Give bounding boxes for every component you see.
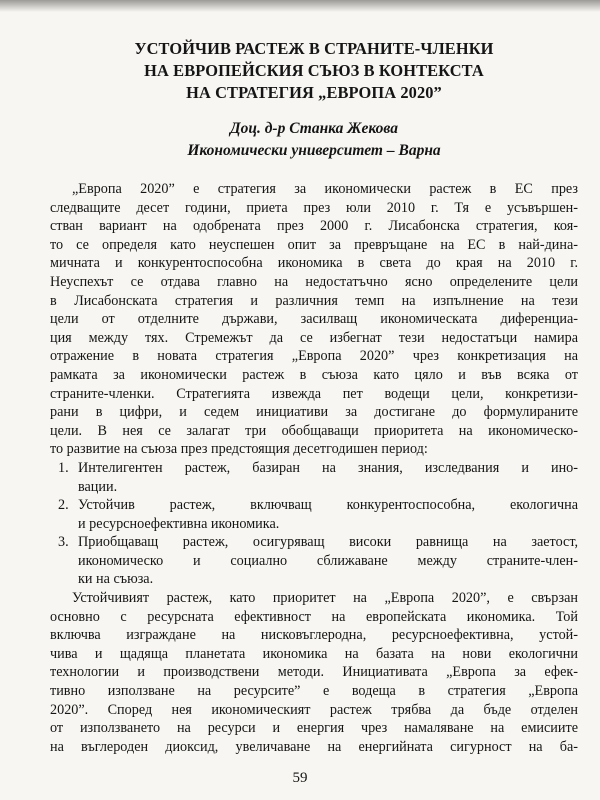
priorities-list xyxy=(50,459,578,589)
text-line: мичната и конкурентоспособна икономика в света до края на 2010 г. xyxy=(50,255,578,272)
title-line: НА СТРАТЕГИЯ „ЕВРОПА 2020” xyxy=(186,83,442,102)
paragraph-intro xyxy=(50,180,578,459)
scan-shadow xyxy=(0,0,600,12)
text-line: от използването на ресурси и енергия чрез намаляване на емисиите xyxy=(50,720,578,737)
text-line: Устойчивият растеж, като приоритет на „Европа 2020”, е свързан xyxy=(72,590,578,607)
text-line: ция между тях. Стремежът да се избегнат тези недостатъци намира xyxy=(50,329,578,346)
text-line: стван вариант на одобрената през 2000 г. Лисабонска стратегия, коя- xyxy=(50,218,578,235)
text-line: следващите десет години, приета през юли 2010 г. Тя е усъвършен- xyxy=(50,199,578,216)
list-line: ки на съюза. xyxy=(78,571,154,588)
text-line: то се определя като неуспешен опит за превръщане на ЕС в най-дина- xyxy=(50,236,578,253)
text-line: 2020”. Според нея икономическият растеж трябва да бъде отделен xyxy=(50,701,578,718)
text-line: технологии и производствени методи. Инициативата „Европа за ефек- xyxy=(50,664,578,681)
list-text: Интелигентен растеж, базиран на знания, изследвания и ино- xyxy=(78,459,578,476)
list-item xyxy=(50,459,578,496)
text-line: Неуспехът се отдава главно на недостатъчно ясно определените цели xyxy=(50,273,578,290)
text-line: включва изграждане на нисковъглеродна, ресурсноефективна, устой- xyxy=(50,627,578,644)
title-line: НА ЕВРОПЕЙСКИЯ СЪЮЗ В КОНТЕКСТА xyxy=(144,61,484,80)
list-line: икономическо и социално сближаване между страните-член- xyxy=(78,552,578,569)
list-line: вации. xyxy=(78,478,118,495)
text-line: в Лисабонската стратегия и различния темп на изпълнение на тези xyxy=(50,292,578,309)
list-item xyxy=(50,533,578,589)
text-line: цели. В нея се залагат три обобщаващи приоритета на икономическо- xyxy=(50,422,578,439)
text-line: цели от отделните държави, засилващ икономическата диференциа- xyxy=(50,311,578,328)
article-body xyxy=(50,180,578,756)
list-text: Устойчив растеж, включващ конкурентоспособна, екологична xyxy=(78,497,578,514)
text-line: основно с ресурсната ефективност на европейската икономика. Той xyxy=(50,608,578,625)
list-item xyxy=(50,496,578,533)
author-affiliation: Икономически университет – Варна xyxy=(187,142,441,159)
text-line: на въглероден диоксид, увеличаване на енергийната сигурност на ба- xyxy=(50,738,578,755)
list-line xyxy=(50,496,578,515)
text-line: „Европа 2020” е стратегия за икономически растеж в ЕС през xyxy=(72,181,578,197)
list-number: 2. xyxy=(58,497,69,514)
author-name: Доц. д-р Станка Жекова xyxy=(230,120,398,137)
list-number: 3. xyxy=(58,534,69,551)
text-line: рамката за икономически растеж в съюза като цяло и във всяка от xyxy=(50,366,578,383)
list-line xyxy=(50,459,578,478)
text-line: чива и щадяща планетата икономика на базата на нови екологични xyxy=(50,645,578,662)
paragraph-sustainable-growth xyxy=(50,589,578,756)
list-number: 1. xyxy=(58,459,69,476)
list-text: Приобщаващ растеж, осигуряващ високи равнища на заетост, xyxy=(78,534,578,551)
text-line: то развитие на съюза през предстоящия десетгодишен период: xyxy=(50,441,428,458)
text-line: страните-членки. Стратегията извежда пет водещи цели, конкретизи- xyxy=(50,385,578,402)
title-line: УСТОЙЧИВ РАСТЕЖ В СТРАНИТЕ-ЧЛЕНКИ xyxy=(134,39,494,58)
article-title xyxy=(50,38,578,104)
list-line: и ресурсноефективна икономика. xyxy=(78,515,280,532)
text-line: тивно използване на ресурсите” е водеща в стратегия „Европа xyxy=(50,683,578,700)
page-number: 59 xyxy=(292,770,308,786)
text-line: отражение в новата стратегия „Европа 2020” чрез конкретизация на xyxy=(50,348,578,365)
list-line xyxy=(50,533,578,552)
text-line: рани в цифри, и седем инициативи за достигане до формулираните xyxy=(50,404,578,421)
